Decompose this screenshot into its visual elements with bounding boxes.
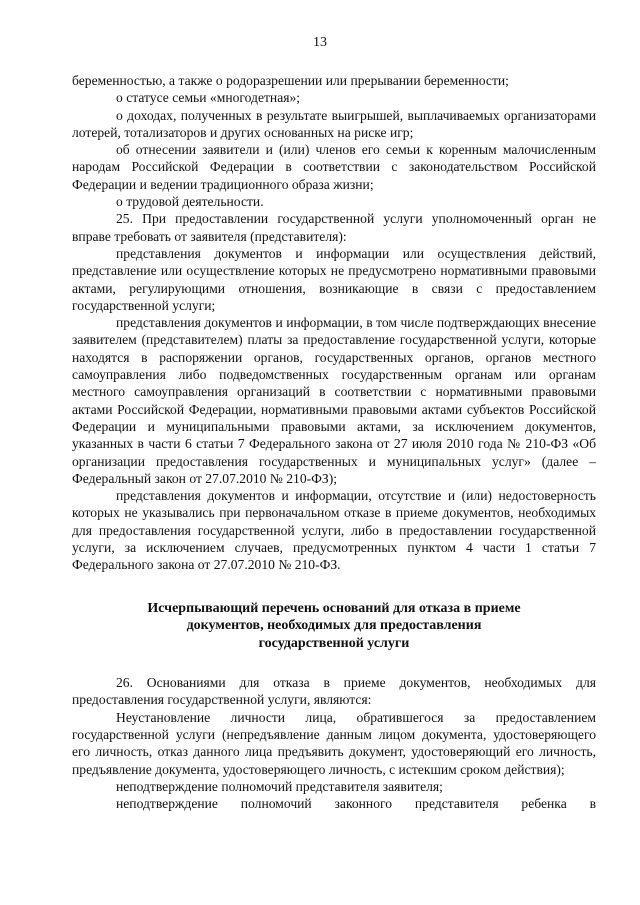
paragraph: представления документов и информации или осуществления действий, представление или осуществление которых не предусмотрено нормативными правовыми актами, регулирующими отношения, возникающие в связи с предоставлением государственной услуги; <box>72 245 596 313</box>
section-heading <box>72 600 596 653</box>
page-number: 13 <box>313 35 327 50</box>
paragraph: об отнесении заявители и (или) членов его семьи к коренным малочисленным народам Российской Федерации в соответствии с законодательством Российской Федерации и ведении традиционного образа жизни; <box>72 142 596 192</box>
paragraph: о трудовой деятельности. <box>116 194 264 210</box>
paragraph: 26. Основаниями для отказа в приеме документов, необходимых для предоставления государственной услуги, являются: <box>72 675 596 708</box>
document-body <box>72 72 596 812</box>
paragraphs-before <box>72 72 596 574</box>
paragraph: о доходах, полученных в результате выигрышей, выплачиваемых организаторами лотерей, тотализаторов и других основанных на риске игр; <box>72 107 596 140</box>
paragraph: неподтверждение полномочий законного представителя ребенка в <box>116 796 596 812</box>
paragraph: представления документов и информации, отсутствие и (или) недостоверность которых не указывались при первоначальном отказе в приеме документов, необходимых для предоставления государственной услуги, либо в предоставлении государственной услуги, за исключением случаев, предусмотренных пунктом 4 части 1 статьи 7 Федерального закона от 27.07.2010 № 210-ФЗ. <box>72 488 596 573</box>
heading-line: государственной услуги <box>258 635 410 651</box>
heading-line: Исчерпывающий перечень оснований для отказа в приеме <box>147 600 521 616</box>
paragraph: представления документов и информации, в том числе подтверждающих внесение заявителем (представителем) платы за предоставление государственной услуги, которые находятся в распоряжении органов, государственных органов, органов местного самоуправления либо подведомственных государственным органам или органам местного самоуправления организаций в соответствии с нормативными правовыми актами Российской Федерации, нормативными правовыми актами субъектов Российской Федерации и муниципальными правовыми актами, за исключением документов, указанных в части 6 статьи 7 Федерального закона от 27 июля 2010 года № 210-ФЗ «Об организации предоставления государственных и муниципальных услуг» (далее – Федеральный закон от 27.07.2010 № 210-ФЗ); <box>72 315 596 486</box>
paragraph: 25. При предоставлении государственной услуги уполномоченный орган не вправе требовать от заявителя (представителя): <box>72 211 596 244</box>
paragraph: беременностью, а также о родоразрешении или прерывании беременности; <box>72 73 509 88</box>
paragraphs-after <box>72 674 596 812</box>
paragraph: Неустановление личности лица, обратившегося за предоставлением государственной услуги (непредъявление данным лицом документа, удостоверяющего его личность, отказ данного лица предъявить документ, удостоверяющий его личность, предъявление документа, удостоверяющего личность, с истекшим сроком действия); <box>72 709 596 777</box>
paragraph: неподтверждение полномочий представителя заявителя; <box>116 778 443 794</box>
paragraph: о статусе семьи «многодетная»; <box>116 90 301 106</box>
heading-line: документов, необходимых для предоставления <box>186 618 482 634</box>
